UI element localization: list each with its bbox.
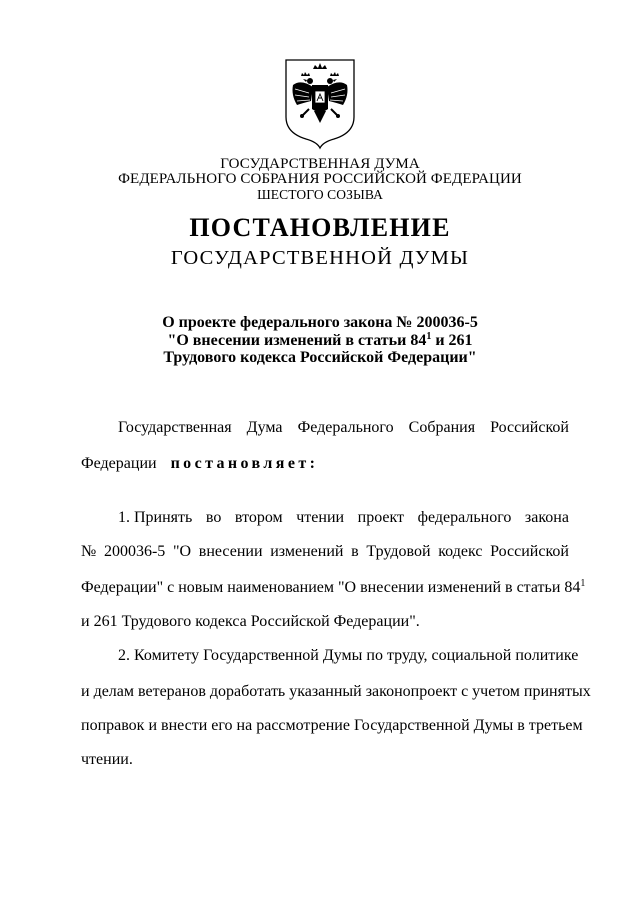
item2-line-2 [81,683,591,700]
item2-line-4-text: чтении. [81,751,133,768]
item1-word: закона [524,509,569,526]
item1-word: Российской [490,543,569,560]
item2-line-1-text: 2. Комитету Государственной Думы по труду, социальной политике [118,647,579,664]
coat-of-arms-emblem [283,57,357,150]
preamble-line-1 [81,420,569,436]
item1-word: 200036-5 [103,543,166,560]
header-line-assembly: ФЕДЕРАЛЬНОГО СОБРАНИЯ РОССИЙСКОЙ ФЕДЕРАЦИИ [118,171,522,187]
item2-line-2-text: и делам ветеранов доработать указанный законопроект с учетом принятых [81,683,591,700]
item1-word: "О [173,543,192,560]
item1-word: внесении [198,543,263,560]
item1-word: Трудовой [366,543,431,560]
item2-line-3-text: поправок и внести его на рассмотрение Государственной Думы в третьем [81,717,583,734]
subject-line-3: Трудового кодекса Российской Федерации" [163,349,477,366]
item1-superscript: 1 [580,578,586,589]
item1-word: в [351,543,359,560]
item1-word: проект [357,509,405,526]
item1-word: федерального [417,509,512,526]
header-line-convocation: ШЕСТОГО СОЗЫВА [257,187,383,202]
preamble-word: Дума [246,419,283,436]
institution-header [0,157,640,202]
preamble-word: Государственная [118,419,232,436]
item2-line-4 [81,752,569,768]
item2-line-1 [81,647,579,664]
preamble-resolves: постановляет: [170,455,319,472]
preamble-word: Федерального [297,419,394,436]
subject-line-2 [0,332,640,350]
item2-line-3 [81,717,583,734]
subject-line-2-prefix: "О внесении изменений в статьи 84 [167,331,427,349]
preamble-word: Российской [490,419,569,436]
document-title: ПОСТАНОВЛЕНИЕ [189,213,451,242]
preamble-line-2 [81,456,569,472]
preamble-federation: Федерации [81,455,157,472]
subject-line-2-suffix: и 261 [431,331,473,349]
item1-line-3-text: Федерации" с новым наименованием "О внесении изменений в статьи 84 [81,579,581,596]
header-line-duma: ГОСУДАРСТВЕННАЯ ДУМА [220,156,420,172]
item1-line-4-text: и 261 Трудового кодекса Российской Федерации". [81,613,420,630]
item1-word: чтении [296,509,345,526]
subject-line-1: О проекте федерального закона № 200036-5 [162,314,478,331]
item1-word: во [205,509,222,526]
item1-word: 1. Принять [118,509,193,526]
subject-superscript: 1 [426,330,432,342]
item1-line-3 [81,578,586,596]
document-subtitle: ГОСУДАРСТВЕННОЙ ДУМЫ [170,247,470,269]
item1-line-4 [81,614,569,630]
preamble-word: Собрания [408,419,476,436]
item1-word: втором [234,509,283,526]
item1-word: кодекс [438,543,483,560]
item1-line-1 [81,510,569,526]
resolution-subject [0,314,640,367]
item1-word: № [81,543,97,560]
item1-word: изменений [270,543,344,560]
item1-line-2 [81,544,569,560]
